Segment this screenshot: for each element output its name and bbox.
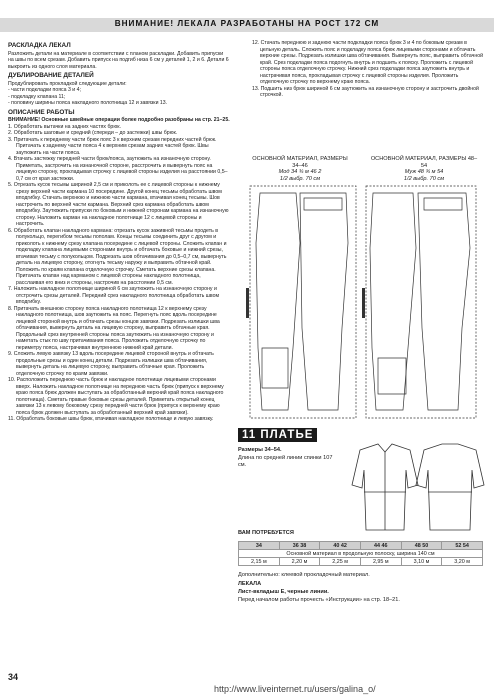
- work-title: ОПИСАНИЕ РАБОТЫ: [8, 108, 75, 116]
- fold-mark-left: [246, 288, 249, 318]
- value-cell: 2,20 м: [279, 558, 320, 566]
- fold-mark-right: [362, 288, 365, 318]
- step: 2. Обработать шаговые и средний (спереди – до застежки) швы брюк.: [8, 130, 178, 136]
- size-cell: 48 50: [401, 542, 442, 550]
- length: Длина по средней линии спинки 107 см.: [238, 455, 333, 468]
- right-top-column: [252, 40, 484, 99]
- piece-front-left: [256, 193, 300, 410]
- section-title: 11 ПЛАТЬЕ: [238, 428, 317, 442]
- dup-item: - части подкладки пояса 3 и 4;: [8, 87, 81, 93]
- left-column: [8, 40, 230, 423]
- material-row: [239, 550, 483, 558]
- piece-pocket-left: [262, 348, 288, 388]
- work-intro: ВНИМАНИЕ! Основные швейные операции более подробно разобраны на стр. 21–25.: [8, 117, 230, 123]
- value-cell: 2,95 м: [360, 558, 401, 566]
- sizes: Размеры 34–54.: [238, 447, 282, 453]
- size-cell: 34: [239, 542, 280, 550]
- size-cell: 52 54: [442, 542, 483, 550]
- header-banner-text: ВНИМАНИЕ! ЛЕКАЛА РАЗРАБОТАНЫ НА РОСТ 172 СМ: [114, 19, 380, 28]
- pattern-label-left-text: ОСНОВНОЙ МАТЕРИАЛ, РАЗМЕРЫ 34–46: [252, 156, 348, 169]
- step: 13. Подшить низ брюк шириной 6 см заутюжить на изнаночную сторону и застрочить двойной строчкой.: [252, 85, 479, 98]
- step: 1. Обработать вытачки на задних частях брюк.: [8, 123, 121, 130]
- lekala-title: ЛЕКАЛА: [238, 581, 262, 587]
- dress-illustration: [340, 430, 490, 540]
- pattern-right-sub1: Муж 48 ¾ м 54: [404, 169, 444, 176]
- size-cell: 44 46: [360, 542, 401, 550]
- size-cell: 40 42: [320, 542, 361, 550]
- size-table: [238, 541, 483, 566]
- dress-back: [416, 444, 484, 530]
- size-cell: 36 38: [279, 542, 320, 550]
- step: 9. Сложить левую завязку 13 вдоль посередине лицевой стороной внутрь и обтачать продольные срезы и один конец детали. Подрезать излишки шва обтачивания, вывернуть деталь на лицевую сторону, выправить обтачные края. Проложить отделочную строчку по краям завязки.: [8, 351, 214, 377]
- layout-text: Разложить детали на материале в соответствии с планом раскладки. Добавить припуски на швы по всем срезам. Добавить припуск на подгиб низа 6 см у деталей 1, 2 и 6. Детали 6 выкроить из одного слоя материала.: [8, 50, 229, 70]
- step: 7. Наложить накладное полотнище шириной 6 см заутюжить на изнаночную сторону и отстрочить срезы деталей. Передний срез накладного полотнища обработать швом вподгибку.: [8, 286, 220, 305]
- step: 10. Расположить переднюю часть брюк и накладное полотнище лицевыми сторонами вверх. Наложить накладное полотнище на переднюю часть брюк (припуск к верхнему краю пояса брюк должен выступать за обработанный верхний край пояса накладного полотнища). Сметать правые боковые срезы деталей. Приметать открытый конец завязки 13 к левому боковому срезу передней части брюк (припуск к верхнему краю пояса брюк должен выступать за обработанный верхний край завязки).: [8, 377, 224, 416]
- step: 6. Обработать клапан накладного кармана: отрезать кусок заживной тесьмы продеть в полукольцо, перегибом тесьмы пополам. Концы тесьмы соединить друг с другом и приколоть к нижнему срезу клапана посередине с лицевой стороны. Сложить клапан и подкладку клапана лицевыми сторонами внутрь и обтачать боковые и нижний срезы, втачивая тесьму с полукольцом. Подрезать шов обтачивания до 0,5–0,7 см, вывернуть деталь на лицевую сторону, отогнуть тесьму наружу и выправить обтачной край. Положить по краям клапана отделочную строчку. Сметать верхние срезы клапана. Притачать клапан над карманом с лицевой стороны накладного полотнища, расслаивая его вниз и стороны, настрочив на расстоянии 0,5 см.: [8, 227, 227, 286]
- piece-belt-left: [304, 198, 342, 210]
- pattern-left-sub1: Мод 34 ¾ м 46 2: [278, 169, 322, 176]
- values-row: [239, 558, 483, 566]
- dup-item: - подкладку клапана 11;: [8, 93, 66, 100]
- step: 11. Обработать боковые швы брюк, втачивая накладное полотнище и левую завязку.: [8, 416, 214, 422]
- step: 12. Стачать переднюю и заднюю части подкладки пояса брюк 3 и 4 по боковым срезам в цельную деталь. Сложить пояс и подкладку пояса брюк лицевыми сторонами и обтачать верхние срезы. Подрезать излишки шва обтачивания. Вывернуть пояс, выправить обтачной край. Срез подкладки пояса подогнуть внутрь и подшить к пояску. Проложить с лицевой стороны пояса отделочную строчку. Нижний срез подкладки пояса заутюжить внутрь и настрачивая пояса, прокладывая строчку с лицевой стороны изделия. Проложить отделочную строчку по верхнему краю пояса.: [252, 40, 484, 85]
- piece-front-right: [370, 193, 416, 410]
- pattern-left-sub2: 1/2 выбр. 70 см: [279, 175, 321, 182]
- pattern-layout-diagram: [238, 148, 483, 428]
- value-cell: 3,10 м: [401, 558, 442, 566]
- value-cell: 2,25 м: [320, 558, 361, 566]
- dup-text: Продублировать прокладкой следующие детали:: [8, 80, 127, 87]
- step: 5. Отрезать кусок тесьмы шириной 2,5 см и приколоть ее с лицевой стороны к нижнему срезу верхней части кармана 10 посередине. Другой конец тесьмы обработать швом вподгибку. Стачать верхнюю и нижнюю части кармана, втачивая конец тесьмы. Шов настрочить по верхней части кармана. Верхний срез кармана обработать швом вподгибку. Заутюжить припуски по боковым и нижней сторонам кармана на изнаночную сторону. Наложить карман на накладное полотнище 12 с лицевой стороны и настрочить.: [8, 182, 229, 227]
- value-cell: 2,15 м: [239, 558, 280, 566]
- step: 3. Притачать к переднему части брюк пояс 3 к верхним срезам передних частей брюк. Притачать к заднему части пояса 4 к верхним срезам задних частей брюк. Швы заутюжить на части пояса.: [8, 136, 217, 156]
- page-number: 34: [8, 672, 19, 682]
- value-cell: 3,20 м: [442, 558, 483, 566]
- step: 4. Втачать застежку передней части брюк/пояса, заутюжить на изнаночную сторону. Приметать, застрочить на изнаночной стороне, расстрочить и вывернуть пояс на лицевую сторону, прокладывая строчку с лицевой стороны изделия на расстоянии 0,5–0,7 см от края застежки.: [8, 156, 228, 182]
- footer-url[interactable]: http://www.liveinternet.ru/users/galina_o/: [214, 684, 376, 694]
- material-cell: Основной материал в продольную полоску, ширина 140 см: [239, 550, 483, 558]
- piece-belt-right: [424, 198, 462, 210]
- lekala-sheet: Лист-вкладыш Е, черные линии.: [238, 589, 329, 595]
- piece-back-left: [300, 193, 348, 410]
- lekala-note: Перед началом работы прочесть «Инструкции» на стр. 18–21.: [238, 597, 400, 603]
- extra-materials: Дополнительно: клеевой прокладочный материал.: [238, 572, 370, 578]
- layout-title: РАСКЛАДКА ЛЕКАЛ: [8, 42, 71, 49]
- step: 8. Притачать внешнюю сторону пояса накладного полотнища 12 к верхнему срезу накладного полотнища, шов заутюжить на пояс. Перегнуть пояс вдоль посередине лицевой стороной внутрь и обтачать срезы концов завязки. Подрезать излишки шва обтачивания, вывернуть деталь на лицевую сторону, выправить обтачные края. Продольный срез внутренней стороны пояса заутюжить на изнаночную сторону и наметать стык по шву притачивания пояса. Проложить отделочную строчку по периметру пояса, настрачивая внутреннюю нижний край детали.: [8, 305, 220, 351]
- size-table-header: [239, 542, 483, 550]
- dup-item: - половину ширины пояса накладного полотнища 12 и завязки 13.: [8, 100, 168, 106]
- piece-back-right: [418, 193, 470, 410]
- fabric-left: [250, 186, 356, 418]
- pattern-label-right-text: ОСНОВНОЙ МАТЕРИАЛ, РАЗМЕРЫ 48–54: [370, 156, 478, 169]
- dup-title: ДУБЛИРОВАНИЕ ДЕТАЛЕЙ: [8, 72, 94, 79]
- need-title: ВАМ ПОТРЕБУЕТСЯ: [238, 530, 294, 536]
- pattern-right-sub2: 1/2 выбр. 70 см: [403, 175, 445, 182]
- piece-pocket-right: [378, 358, 406, 394]
